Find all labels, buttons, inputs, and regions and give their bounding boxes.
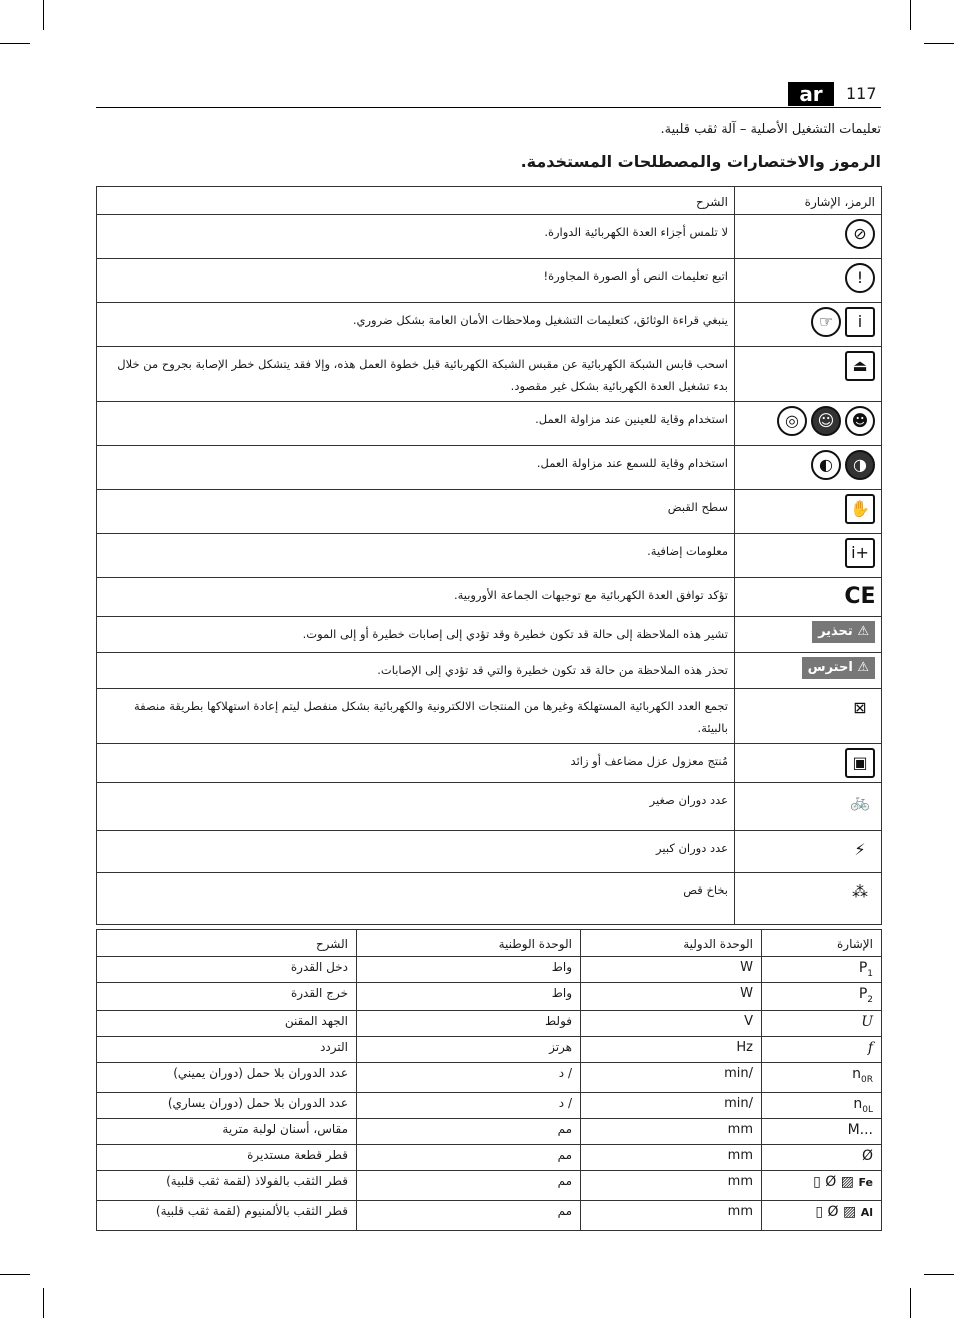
intl-unit-cell: V [581,1011,762,1037]
unit-symbol: Ø [825,1174,837,1190]
ear-protection-dark-icon: ◑ [845,450,875,480]
table-row [97,1119,882,1145]
unit-symbol: n [853,1096,863,1112]
explanation-cell: بخاخ قص [97,873,735,925]
symbol-cell [735,215,882,259]
explanation-cell: استخدام وقاية للعينين عند مزاولة العمل. [97,402,735,446]
national-unit-cell: فولط [357,1011,581,1037]
table-row [97,873,882,925]
unit-symbol: f [867,1040,873,1056]
language-badge: ar [788,82,834,106]
exclamation-icon: ! [845,263,875,293]
explanation-cell: سطح القبض [97,490,735,534]
symbol-cell [735,446,882,490]
explanation-cell: خرج القدرة [97,983,357,1011]
crop-mark [910,1288,911,1318]
unplug-icon: ⏏ [845,351,875,381]
symbol-cell [735,303,882,347]
face-mask-icon: ☻ [845,406,875,436]
symbol-cell [762,1011,882,1037]
table-row [97,402,882,446]
explanation-cell: تشير هذه الملاحظة إلى حالة قد تكون خطيرة وقد تؤدي إلى إصابات خطيرة أو إلى الموت. [97,617,735,653]
table-row [97,689,882,744]
table-row [97,1145,882,1171]
crop-mark [910,0,911,30]
units-table [96,929,882,1231]
weee-bin-icon: ⊠ [845,693,875,723]
explanation-cell: تؤكد توافق العدة الكهربائية مع توجيهات الجماعة الأوروبية. [97,578,735,617]
table-row [97,303,882,347]
explanation-cell: معلومات إضافية. [97,534,735,578]
col-header-national-unit: الوحدة الوطنية [357,930,581,957]
symbol-cell [762,983,882,1011]
explanation-cell: اسحب قابس الشبكة الكهربائية عن مقبس الشبكة الكهربائية قبل خطوة العمل هذه، وإلا فقد يتشكل خطر الإصابة بجروح من خلال بدء تشغيل العدة الكهربائية بشكل غير مقصود. [97,347,735,402]
table-row [97,957,882,983]
symbol-cell [762,1171,882,1201]
spray-can-icon: ⁂ [845,877,875,907]
book-icon: i [845,307,875,337]
ear-protection-icon: ◐ [811,450,841,480]
symbol-cell [762,1093,882,1119]
table-row [97,347,882,402]
table-row [97,1093,882,1119]
explanation-cell: التردد [97,1037,357,1063]
table-row [97,617,882,653]
crop-mark [924,1274,954,1275]
read-manual-icon: ☞ [811,307,841,337]
explanation-cell: قطر قطعة مستديرة [97,1145,357,1171]
table-row [97,1063,882,1093]
intl-unit-cell: mm [581,1145,762,1171]
national-unit-cell: مم [357,1201,581,1231]
table-row [97,446,882,490]
unit-symbol-subscript: 1 [867,968,873,979]
symbol-cell [762,1201,882,1231]
national-unit-cell: / د [357,1093,581,1119]
col-header-symbol: الرمز، الإشارة [735,187,882,215]
table-header-row [97,187,882,215]
crop-mark [0,1274,30,1275]
table-row [97,534,882,578]
explanation-cell: دخل القدرة [97,957,357,983]
low-speed-bicycle-icon: 🚲 [845,787,875,817]
explanation-cell: عدد الدوران بلا حمل (دوران يميني) [97,1063,357,1093]
table-row [97,1037,882,1063]
symbol-cell [735,490,882,534]
symbol-cell [735,873,882,925]
core-bit-icon: ▯ [813,1174,826,1190]
unit-symbol: Ø [861,1148,873,1164]
explanation-cell: عدد دوران صغير [97,783,735,831]
table-row [97,1201,882,1231]
col-header-explanation: الشرح [97,930,357,957]
col-header-symbol: الإشارة [762,930,882,957]
warning-badge: ⚠ تحذير [812,621,875,643]
unit-symbol: U [861,1014,873,1030]
grip-surface-icon: ✋ [845,494,875,524]
national-unit-cell: واط [357,983,581,1011]
goggles-icon: ◎ [777,406,807,436]
explanation-cell: عدد الدوران بلا حمل (دوران يساري) [97,1093,357,1119]
symbol-cell [762,1063,882,1093]
double-insulation-icon: ▣ [845,748,875,778]
material-icon: ▨ [838,1204,861,1220]
symbol-cell [735,534,882,578]
symbol-cell [762,1145,882,1171]
explanation-cell: اتبع تعليمات النص أو الصورة المجاورة! [97,259,735,303]
symbol-cell [735,259,882,303]
explanation-cell: قطر الثقب بالألمنيوم (لقمة ثقب قلبية) [97,1201,357,1231]
unit-symbol: P [858,986,868,1002]
intl-unit-cell: mm [581,1171,762,1201]
no-touch-icon: ⊘ [845,219,875,249]
explanation-cell: لا تلمس أجزاء العدة الكهربائية الدوارة. [97,215,735,259]
intl-unit-cell: Hz [581,1037,762,1063]
unit-symbol: P [858,960,868,976]
header-divider [96,107,881,108]
table-row [97,1011,882,1037]
symbol-cell [735,653,882,689]
table-row [97,653,882,689]
ce-mark-icon: CE [845,582,875,612]
explanation-cell: مُنتج معزول عزل مضاعف أو زائد [97,744,735,783]
col-header-explanation: الشرح [97,187,735,215]
info-icon: i+ [845,538,875,568]
intl-unit-cell: /min [581,1093,762,1119]
symbol-cell [762,1119,882,1145]
section-title: الرموز والاختصارات والمصطلحات المستخدمة. [520,152,881,171]
symbol-cell [735,689,882,744]
table-row [97,1171,882,1201]
high-speed-bicycle-icon: ⚡ [845,835,875,865]
intl-unit-cell: W [581,983,762,1011]
symbol-cell [735,617,882,653]
explanation-cell: تجمع العدد الكهربائية المستهلكة وغيرها من المنتجات الالكترونية والكهربائية بشكل منفصل ليتم إعادة استهلاكها بطريقة منصفة بالبيئة. [97,689,735,744]
explanation-cell: قطر الثقب بالفولاذ (لقمة ثقب قلبية) [97,1171,357,1201]
symbol-cell [735,578,882,617]
col-header-intl-unit: الوحدة الدولية [581,930,762,957]
explanation-cell: عدد دوران كبير [97,831,735,873]
face-shield-icon: ☺ [811,406,841,436]
symbol-cell [762,957,882,983]
symbol-cell [735,783,882,831]
national-unit-cell: واط [357,957,581,983]
explanation-cell: تحذر هذه الملاحظة من حالة قد تكون خطيرة والتي قد تؤدي إلى الإصابات. [97,653,735,689]
intl-unit-cell: mm [581,1119,762,1145]
intl-unit-cell: /min [581,1063,762,1093]
symbol-cell [735,831,882,873]
table-row [97,783,882,831]
explanation-cell: استخدام وقاية للسمع عند مزاولة العمل. [97,446,735,490]
national-unit-cell: هرتز [357,1037,581,1063]
unit-symbol-subscript: 0L [862,1104,873,1115]
document-subtitle: تعليمات التشغيل الأصلية – آلة ثقب قلبية. [660,122,881,137]
core-bit-icon: ▯ [815,1204,828,1220]
crop-mark [43,1288,44,1318]
crop-mark [0,43,30,44]
symbol-cell [735,744,882,783]
symbol-cell [762,1037,882,1063]
crop-mark [924,43,954,44]
caution-badge: ⚠ احترس [802,657,875,679]
table-row [97,215,882,259]
symbol-cell [735,402,882,446]
unit-symbol-subscript: 0R [861,1074,873,1085]
unit-symbol: Ø [827,1204,839,1220]
table-header-row [97,930,882,957]
table-row [97,259,882,303]
symbol-cell [735,347,882,402]
intl-unit-cell: mm [581,1201,762,1231]
table-row [97,490,882,534]
material-label: Fe [858,1176,873,1189]
material-icon: ▨ [836,1174,859,1190]
crop-mark [43,0,44,30]
explanation-cell: مقاس، أسنان لولبة مترية [97,1119,357,1145]
material-label: Al [860,1206,873,1219]
symbols-table [96,186,882,925]
intl-unit-cell: W [581,957,762,983]
table-row [97,744,882,783]
unit-symbol-subscript: 2 [867,994,873,1005]
unit-symbol: M... [847,1122,873,1138]
table-row [97,578,882,617]
table-row [97,831,882,873]
national-unit-cell: مم [357,1171,581,1201]
explanation-cell: ينبغي قراءة الوثائق، كتعليمات التشغيل وملاحظات الأمان العامة بشكل ضروري. [97,303,735,347]
national-unit-cell: مم [357,1119,581,1145]
national-unit-cell: مم [357,1145,581,1171]
unit-symbol: n [852,1066,862,1082]
table-row [97,983,882,1011]
page-number: 117 [846,84,877,103]
explanation-cell: الجهد المقنن [97,1011,357,1037]
national-unit-cell: / د [357,1063,581,1093]
